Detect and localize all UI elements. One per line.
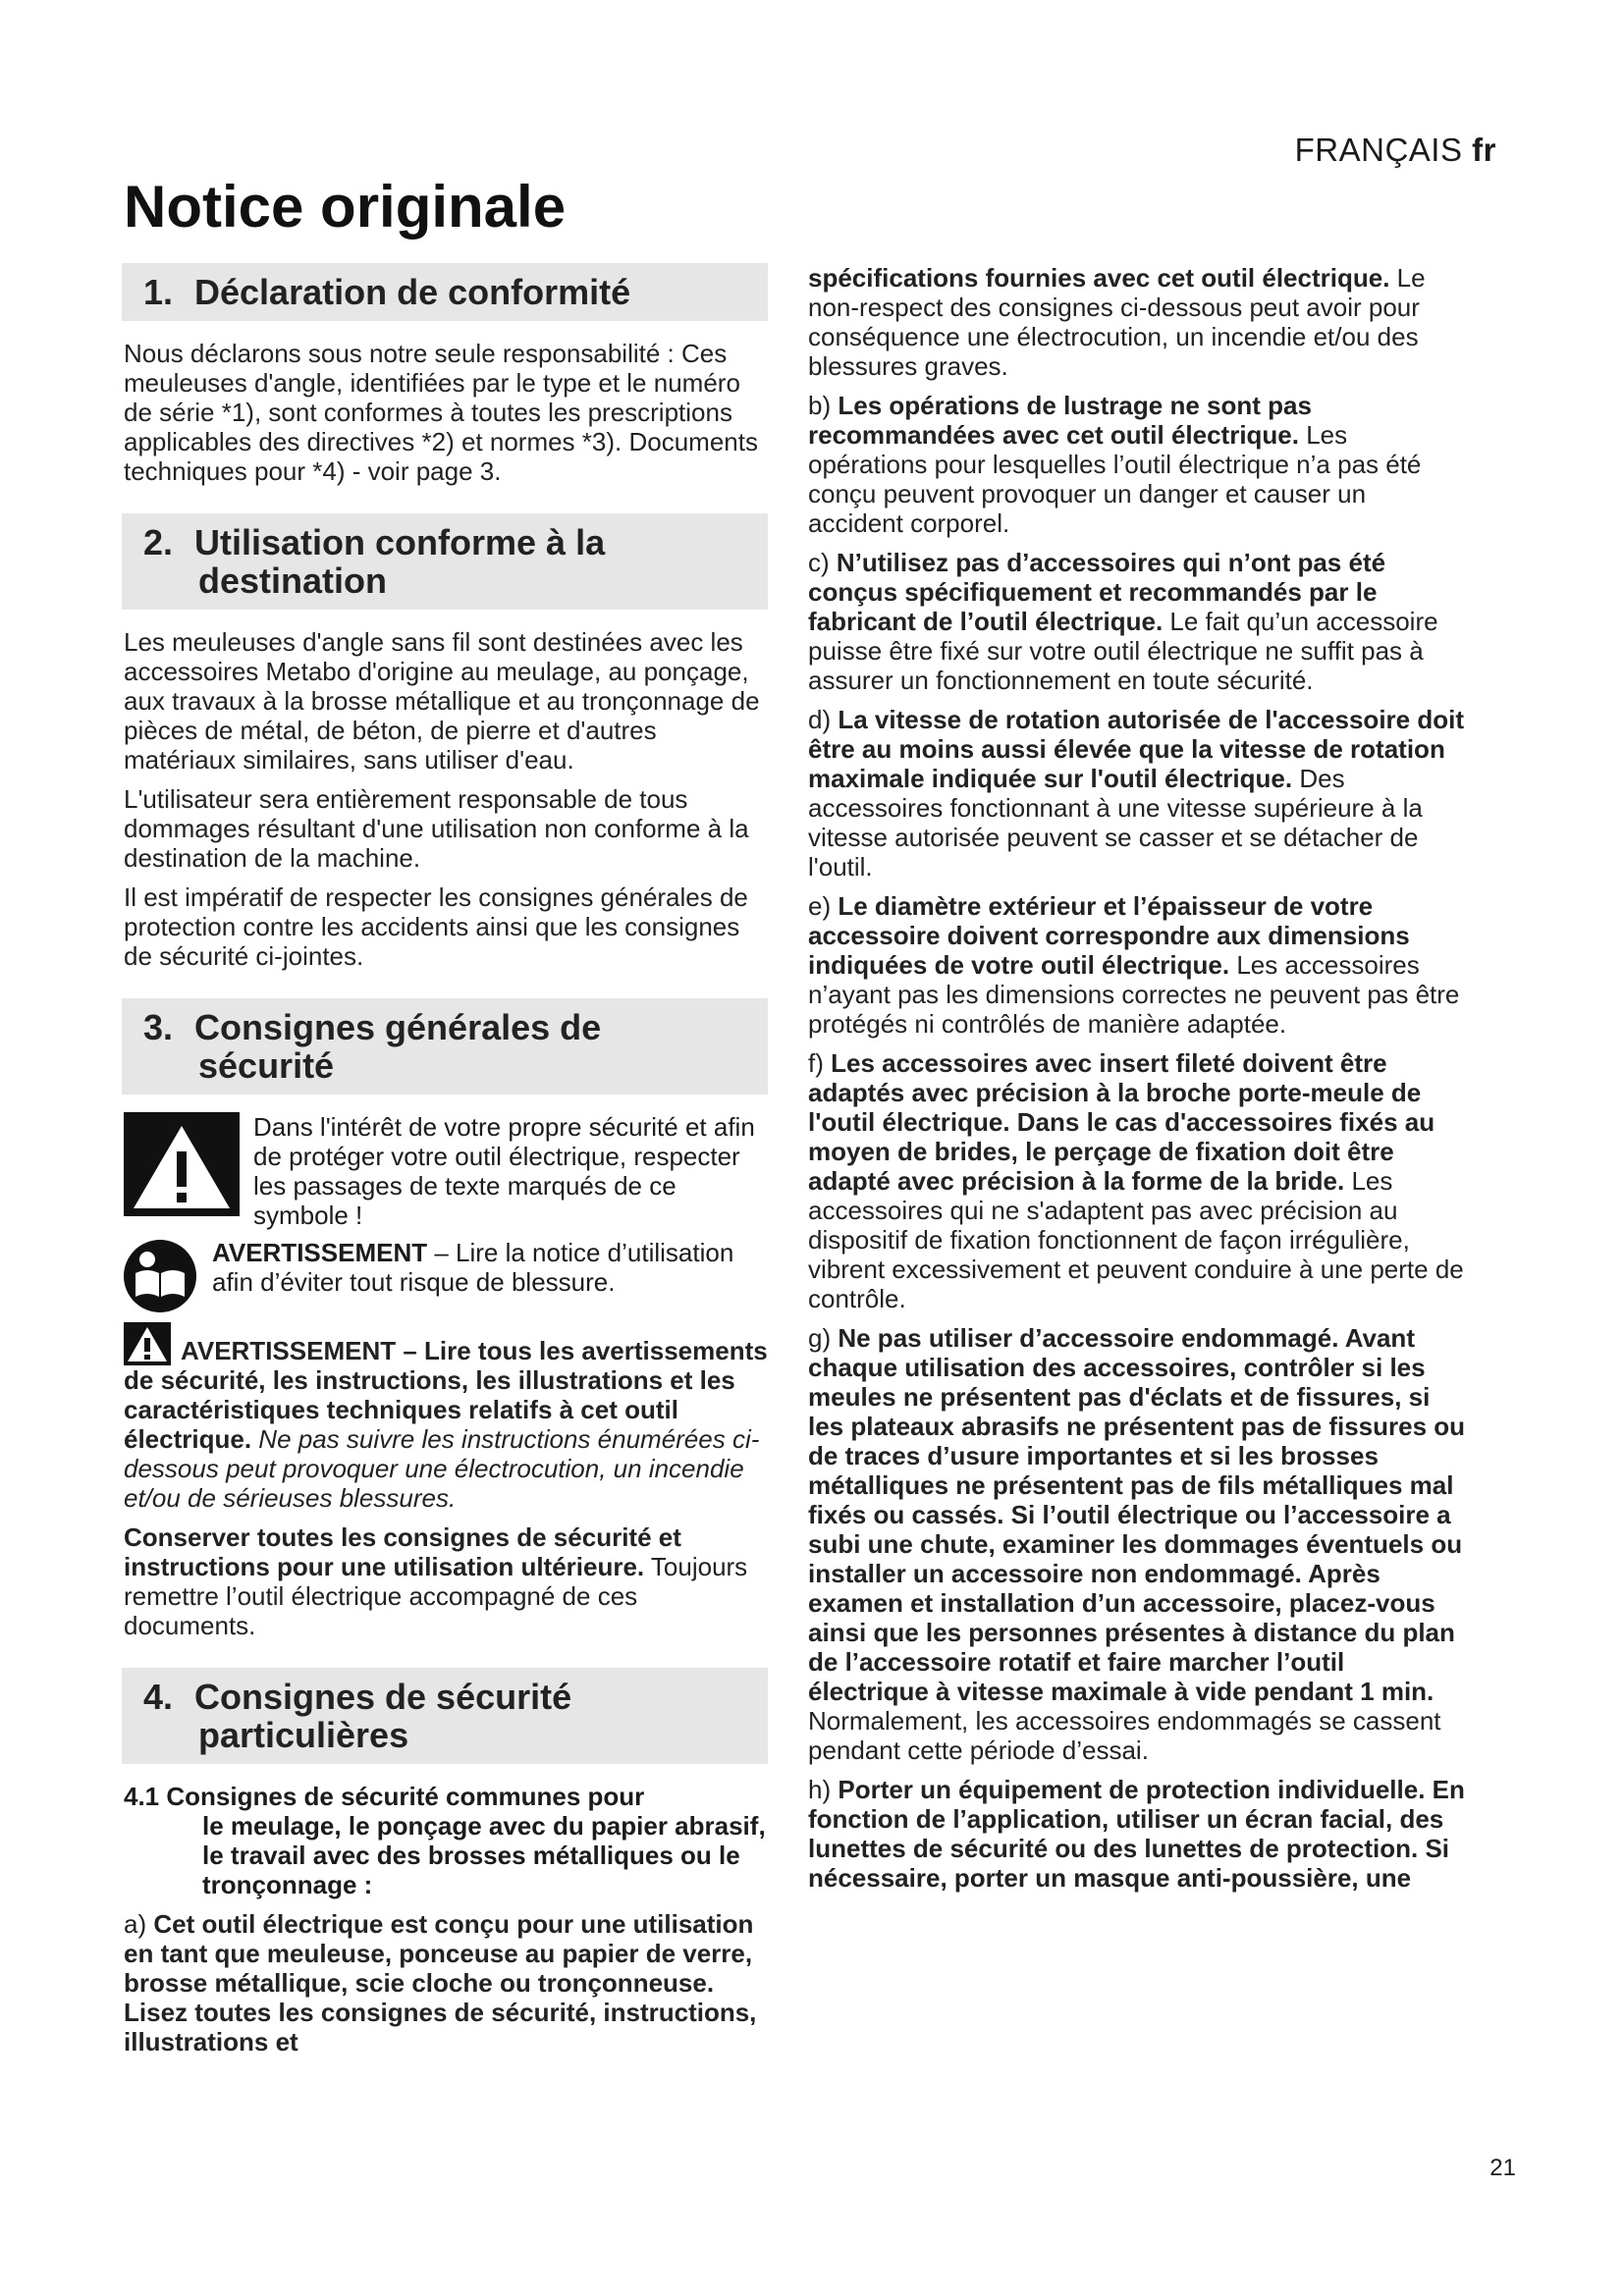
section-1-text: Nous déclarons sous notre seule responsabilité : Ces meuleuses d'angle, identifiées par le type et le numéro de série *1), sont conformes à toutes les prescriptions applicables des directives *2) et normes *3). Documents techniques pour *4) - voir page 3.	[124, 339, 758, 486]
section-2-para-3: Il est impératif de respecter les consignes générales de protection contre les accidents ainsi que les consignes de sécurité ci-jointes.	[124, 882, 748, 971]
item-a-continued: spécifications fournies avec cet outil électrique. Le non-respect des consignes ci-dessous peut avoir pour conséquence une électrocution, un incendie et/ou des blessures graves.	[808, 263, 1426, 381]
item-h: h) Porter un équipement de protection individuelle. En fonction de l’application, utiliser un écran facial, des lunettes de sécurité ou des lunettes de protection. Si nécessaire, porter un masque anti-poussière, une	[808, 1775, 1465, 1893]
item-g: g) Ne pas utiliser d’accessoire endommagé. Avant chaque utilisation des accessoires, contrôler si les meules ne présentent pas d'éclats et de fissures, si les plateaux abrasifs ne présentent pas de fissures ou de traces d’usure importantes et si les brosses métalliques ne présentent pas de fils métalliques mal fixés ou cassés. Si l’outil électrique ou l’accessoire a subi une chute, examiner les dommages éventuels ou installer un accessoire non endommagé. Après examen et installation d’un accessoire, placez-vous ainsi que les personnes présentes à distance du plan de l’accessoire rotatif et faire marcher l’outil électrique à vitesse maximale à vide pendant 1 min. Normalement, les accessoires endommagés se cassent pendant cette période d’essai.	[808, 1323, 1466, 1765]
language-code: fr	[1472, 132, 1496, 168]
section-2-para-1: Les meuleuses d'angle sans fil sont destinées avec les accessoires Metabo d'origine au meulage, au ponçage, aux travaux à la brosse métallique et au tronçonnage de pièces de métal, de béton, de pierre et d'autres matériaux similaires, sans utiliser d'eau.	[124, 627, 760, 774]
warning-read-all: AVERTISSEMENT – Lire tous les avertissements de sécurité, les instructions, les illustrations et les caractéristiques techniques relatifs à cet outil électrique. Ne pas suivre les instructions énumérées ci-dessous peut provoquer une électrocution, un incendie et/ou de sérieuses blessures.	[124, 1322, 768, 1513]
section-3-heading: 3. Consignes générales de sécurité	[122, 998, 768, 1095]
warning-small-icon	[124, 1322, 171, 1365]
right-column	[808, 263, 1468, 1902]
section-4-heading: 4. Consignes de sécurité particulières	[122, 1668, 768, 1764]
subsection-4-1-heading: 4.1 Consignes de sécurité communes pour le meulage, le ponçage avec du papier abrasif, le travail avec des brosses métalliques ou le tronçonnage :	[124, 1782, 766, 1899]
document-title: Notice originale	[124, 174, 567, 240]
left-column	[124, 263, 768, 2066]
section-2-para-2: L'utilisateur sera entièrement responsable de tous dommages résultant d'une utilisation non conforme à la destination de la machine.	[124, 784, 749, 873]
page-number: 21	[1489, 2155, 1516, 2181]
item-f: f) Les accessoires avec insert fileté doivent être adaptés avec précision à la broche porte-meule de l'outil électrique. Dans le cas d'accessoires fixés au moyen de brides, le perçage de fixation doit être adapté avec précision à la forme de la bride. Les accessoires qui ne s'adaptent pas avec précision au dispositif de fixation fonctionnent de façon irrégulière, vibrent excessivement et peuvent conduire à une perte de contrôle.	[808, 1048, 1464, 1313]
warning-symbol-note: Dans l'intérêt de votre propre sécurité et afin de protéger votre outil électrique, respecter les passages de texte marqués de ce symbole !	[124, 1112, 768, 1230]
item-d: d) La vitesse de rotation autorisée de l'accessoire doit être au moins aussi élevée que la vitesse de rotation maximale indiquée sur l'outil électrique. Des accessoires fonctionnant à une vitesse supérieure à la vitesse autorisée peuvent se casser et se détacher de l'outil.	[808, 705, 1464, 881]
read-manual-note: AVERTISSEMENT – Lire la notice d’utilisation afin d’éviter tout risque de blessure.	[124, 1238, 768, 1314]
item-a: a) Cet outil électrique est conçu pour une utilisation en tant que meuleuse, ponceuse au papier de verre, brosse métallique, scie cloche ou tronçonneuse. Lisez toutes les consignes de sécurité, instructions, illustrations et	[124, 1909, 757, 2056]
read-manual-icon	[122, 1238, 198, 1314]
item-e: e) Le diamètre extérieur et l’épaisseur de votre accessoire doivent correspondre aux dimensions indiquées de votre outil électrique. Les accessoires n’ayant pas les dimensions correctes ne peuvent pas être protégés ni contrôlés de manière adaptée.	[808, 891, 1460, 1039]
section-1-heading: 1. Déclaration de conformité	[122, 263, 768, 321]
language-label: FRANÇAIS fr	[1294, 132, 1496, 168]
section-2-heading: 2. Utilisation conforme à la destination	[122, 513, 768, 610]
item-b: b) Les opérations de lustrage ne sont pas recommandées avec cet outil électrique. Les opérations pour lesquelles l’outil électrique n’a pas été conçu peuvent provoquer un danger et causer un accident corporel.	[808, 391, 1422, 538]
warning-triangle-icon	[124, 1112, 240, 1216]
keep-instructions: Conserver toutes les consignes de sécurité et instructions pour une utilisation ultérieure. Toujours remettre l’outil électrique accompagné de ces documents.	[124, 1522, 748, 1640]
item-c: c) N’utilisez pas d’accessoires qui n’ont pas été conçus spécifiquement et recommandés par le fabricant de l’outil électrique. Le fait qu’un accessoire puisse être fixé sur votre outil électrique ne suffit pas à assurer un fonctionnement en toute sécurité.	[808, 548, 1438, 695]
